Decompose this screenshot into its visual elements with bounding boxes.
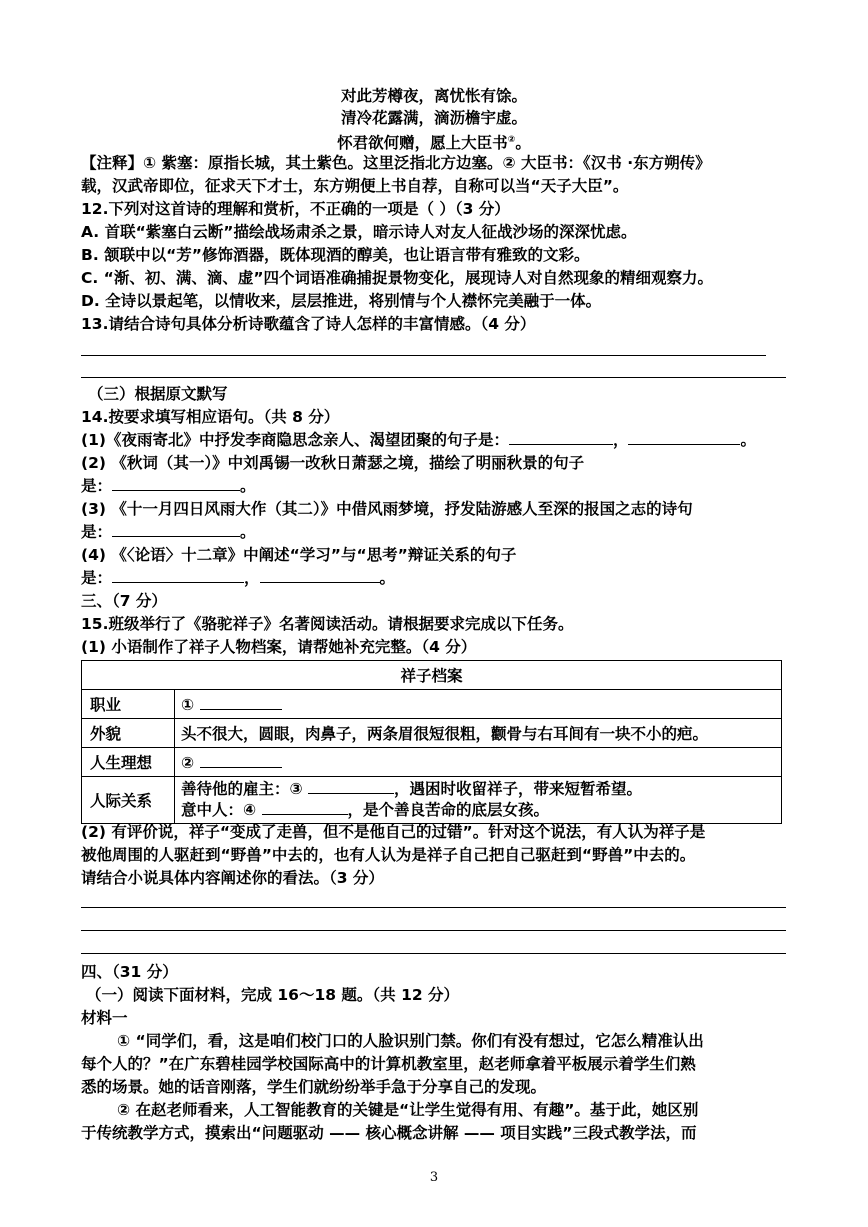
table-title: 祥子档案 <box>82 661 782 690</box>
question-14-part-1: (1)《夜雨寄北》中抒发李商隐思念亲人、渴望团聚的句子是： ， 。 <box>81 431 756 449</box>
question-14-part-2: (2) 《秋词（其一）》中刘禹锡一改秋日萧瑟之境，描绘了明丽秋景的句子 <box>81 454 585 472</box>
question-15-stem: 15.班级举行了《骆驼祥子》名著阅读活动。请根据要求完成以下任务。 <box>81 615 574 633</box>
section-dictation-heading: （三）根据原文默写 <box>88 385 228 403</box>
question-15-part-1: (1) 小语制作了祥子人物档案，请帮她补充完整。（4 分） <box>81 638 477 656</box>
table-cell-job: ① <box>175 690 782 719</box>
reading-paragraph-2-line-1: ② 在赵老师看来，人工智能教育的关键是“让学生觉得有用、有趣”。基于此，她区别 <box>117 1101 699 1119</box>
answer-line[interactable] <box>81 907 786 908</box>
reading-paragraph-2-line-2: 于传统教学方式，摸索出“问题驱动 —— 核心概念讲解 —— 项目实践”三段式教学法，而 <box>81 1124 697 1142</box>
section-three-heading: 三、（7 分） <box>81 592 167 610</box>
fill-blank[interactable] <box>200 753 282 768</box>
table-row-label-ideal: 人生理想 <box>82 748 175 777</box>
table-cell-appearance: 头不很大，圆眼，肉鼻子，两条眉很短很粗，颧骨与右耳间有一块不小的疤。 <box>175 719 782 748</box>
annotation-line-1: 【注释】① 紫塞：原指长城，其土紫色。这里泛指北方边塞。② 大臣书：《汉书 ·东方朔传》 <box>81 154 711 172</box>
question-15-part-2-line-2: 被他周围的人驱赶到“野兽”中去的，也有人认为是祥子自己把自己驱赶到“野兽”中去的。 <box>81 846 696 864</box>
question-15-part-2-line-3: 请结合小说具体内容阐述你的看法。（3 分） <box>81 869 384 887</box>
question-14-stem: 14.按要求填写相应语句。（共 8 分） <box>81 408 340 426</box>
poem-line-2: 清冷花露满，滴沥檐宇虚。 <box>340 109 527 127</box>
question-14-part-3-answer: 是： 。 <box>81 523 256 541</box>
question-12-option-c: C. “渐、初、满、滴、虚”四个词语准确捕捉景物变化，展现诗人对自然现象的精细观察力。 <box>81 269 714 287</box>
footnote-marker: ② <box>507 135 516 145</box>
fill-blank[interactable] <box>628 430 740 445</box>
reading-paragraph-1-line-3: 悉的场景。她的话音刚落，学生们就纷纷举手急于分享自己的发现。 <box>81 1078 547 1096</box>
table-row-label-job: 职业 <box>82 690 175 719</box>
question-12-option-a: A. 首联“紫塞白云断”描绘战场肃杀之景，暗示诗人对友人征战沙场的深深忧虑。 <box>81 223 637 241</box>
answer-line[interactable] <box>81 377 786 378</box>
fill-blank[interactable] <box>200 695 282 710</box>
section-four-heading: 四、（31 分） <box>81 963 178 981</box>
answer-line[interactable] <box>81 355 766 356</box>
fill-blank[interactable] <box>260 568 380 583</box>
question-12-stem: 12.下列对这首诗的理解和赏析，不正确的一项是（ ）（3 分） <box>81 200 510 218</box>
annotation-line-2: 载，汉武帝即位，征求天下才士，东方朔便上书自荐，自称可以当“天子大臣”。 <box>81 177 629 195</box>
poem-line-3: 怀君欲何赠，愿上大臣书②。 <box>337 134 531 153</box>
answer-line[interactable] <box>81 953 786 954</box>
fill-blank[interactable] <box>112 568 244 583</box>
fill-blank[interactable] <box>112 522 240 537</box>
question-15-part-2-line-1: (2) 有评价说，祥子“变成了走兽，但不是他自己的过错”。针对这个说法，有人认为祥子是 <box>81 823 706 841</box>
question-14-part-4-answer: 是： ， 。 <box>81 569 396 587</box>
question-12-option-d: D. 全诗以景起笔，以情收来，层层推进，将别情与个人襟怀完美融于一体。 <box>81 292 602 310</box>
question-14-part-4: (4) 《〈论语〉十二章》中阐述“学习”与“思考”辩证关系的句子 <box>81 546 517 564</box>
question-14-part-2-answer: 是： 。 <box>81 477 256 495</box>
material-label: 材料一 <box>81 1009 128 1027</box>
reading-paragraph-1-line-2: 每个人的？”在广东碧桂园学校国际高中的计算机教室里，赵老师拿着平板展示着学生们熟 <box>81 1055 696 1073</box>
question-14-part-3: (3) 《十一月四日风雨大作（其二）》中借风雨梦境，抒发陆游感人至深的报国之志的诗句 <box>81 500 693 518</box>
question-13-stem: 13.请结合诗句具体分析诗歌蕴含了诗人怎样的丰富情感。（4 分） <box>81 315 536 333</box>
fill-blank[interactable] <box>262 800 348 815</box>
table-row-label-appearance: 外貌 <box>82 719 175 748</box>
fill-blank[interactable] <box>112 476 240 491</box>
page-number: 3 <box>429 1170 439 1185</box>
question-12-option-b: B. 颔联中以“芳”修饰酒器，既体现酒的醇美，也让语言带有雅致的文彩。 <box>81 246 590 264</box>
character-archive-table <box>81 660 782 824</box>
table-row-label-relations: 人际关系 <box>82 777 175 824</box>
fill-blank[interactable] <box>308 779 394 794</box>
poem-line-1: 对此芳樽夜，离忧怅有馀。 <box>340 87 527 105</box>
reading-heading: （一）阅读下面材料，完成 16～18 题。（共 12 分） <box>86 986 460 1004</box>
table-cell-ideal: ② <box>175 748 782 777</box>
fill-blank[interactable] <box>509 430 613 445</box>
table-cell-relations: 善待他的雇主：③ ，遇困时收留祥子，带来短暂希望。 意中人：④ ，是个善良苦命的底层女孩。 <box>175 777 782 824</box>
answer-line[interactable] <box>81 930 786 931</box>
reading-paragraph-1-line-1: ① “同学们，看，这是咱们校门口的人脸识别门禁。你们有没有想过，它怎么精准认出 <box>117 1032 704 1050</box>
